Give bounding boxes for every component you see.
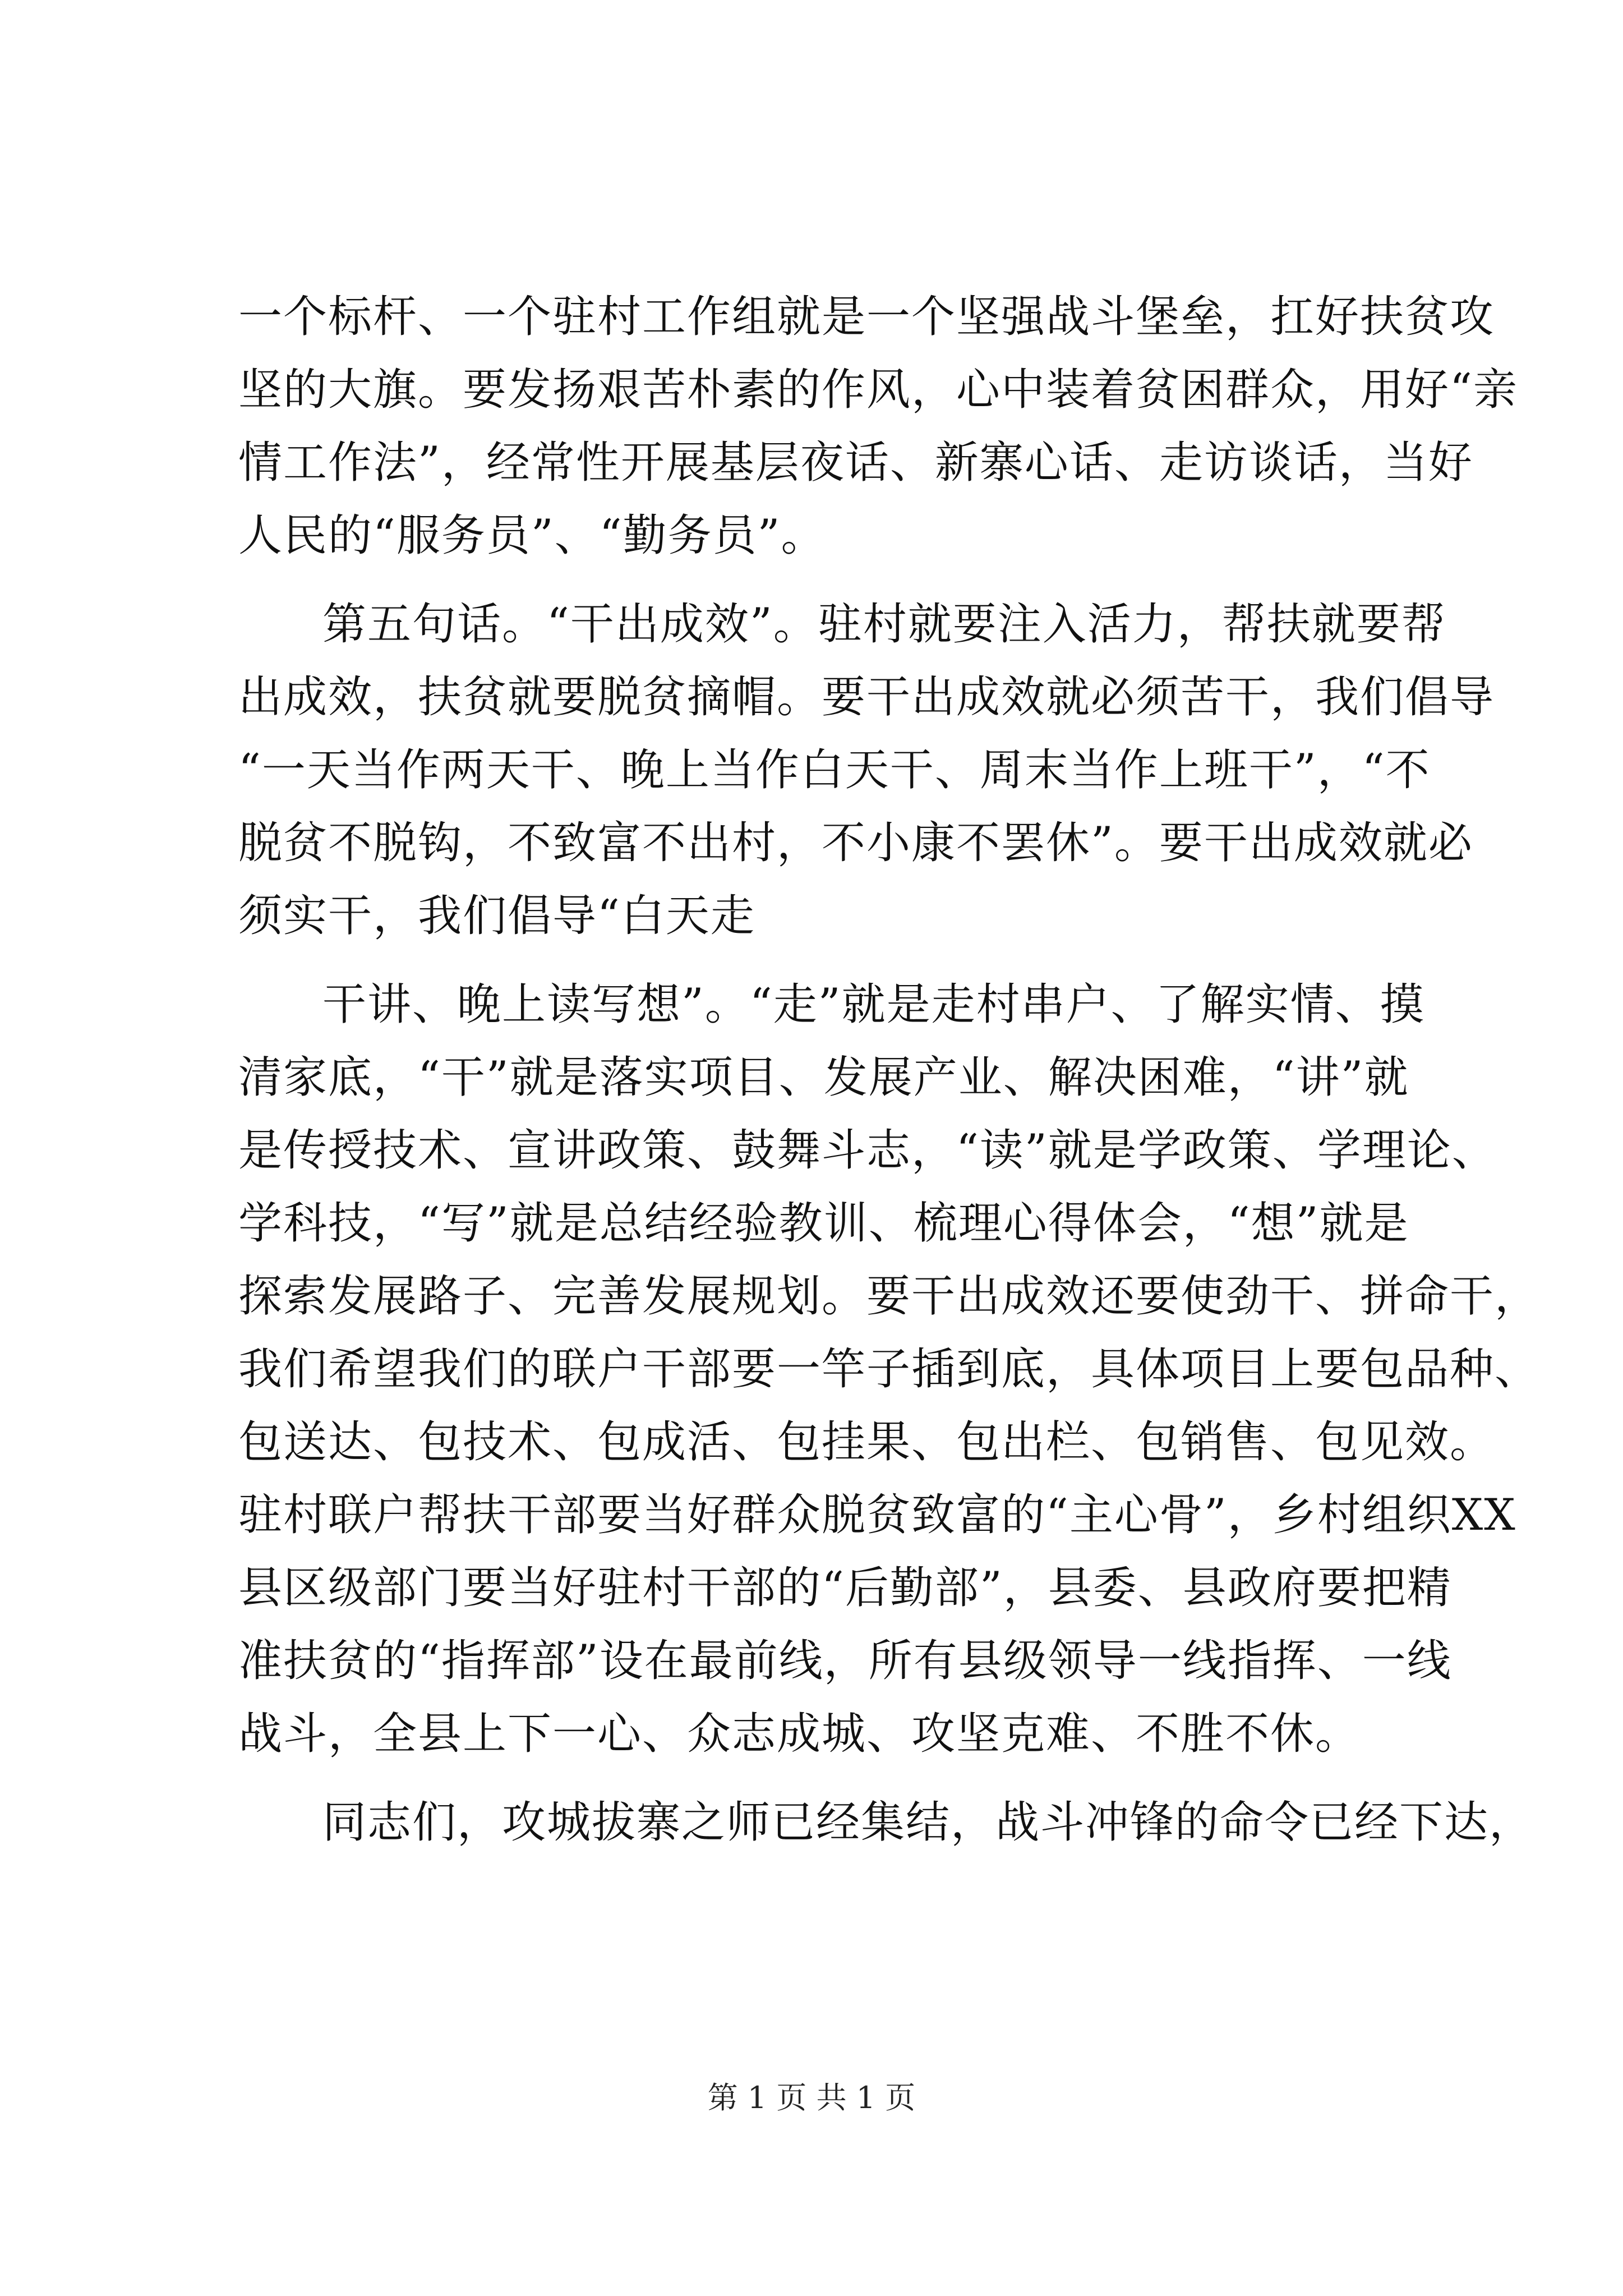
document-body	[238, 280, 1540, 1859]
page-number: 第 1 页 共 1 页	[707, 2080, 916, 2115]
text-line: 包送达、包技术、包成活、包挂果、包出栏、包销售、包见效。	[238, 1417, 1495, 1467]
text-line: 战斗，全县上下一心、众志成城、攻坚克难、不胜不休。	[238, 1709, 1361, 1759]
text-line: 情工作法”，经常性开展基层夜话、新寨心话、走访谈话，当好	[238, 438, 1473, 488]
text-line: 是传授技术、宣讲政策、鼓舞斗志，“读”就是学政策、学理论、	[238, 1125, 1497, 1176]
text-line: 我们希望我们的联户干部要一竿子插到底，具体项目上要包品种、	[238, 1344, 1540, 1395]
text-line: 脱贫不脱钩，不致富不出村，不小康不罢休”。要干出成效就必	[238, 818, 1473, 868]
text-line: 县区级部门要当好驻村干部的“后勤部”，县委、县政府要把精	[238, 1563, 1452, 1613]
text-line: 学科技，“写”就是总结经验教训、梳理心得体会，“想”就是	[238, 1198, 1409, 1249]
text-line: 人民的“服务员”、“勤务员”。	[238, 510, 826, 561]
paragraph-start-line: 第五句话。“干出成效”。驻村就要注入活力，帮扶就要帮	[322, 599, 1446, 650]
text-line: 探索发展路子、完善发展规划。要干出成效还要使劲干、拼命干，	[238, 1271, 1540, 1322]
text-line: 清家底，“干”就是落实项目、发展产业、解决困难，“讲”就	[238, 1052, 1409, 1103]
text-line: 驻村联户帮扶干部要当好群众脱贫致富的“主心骨”，乡村组织XX	[238, 1490, 1516, 1540]
text-line: 一个标杆、一个驻村工作组就是一个坚强战斗堡垒，扛好扶贫攻	[238, 292, 1495, 342]
paragraph-start-line: 同志们，攻城拔寨之师已经集结，战斗冲锋的命令已经下达，	[322, 1797, 1534, 1848]
text-line: 出成效，扶贫就要脱贫摘帽。要干出成效就必须苦干，我们倡导	[238, 672, 1495, 723]
text-line: “一天当作两天干、晚上当作白天干、周末当作上班干”，“不	[238, 745, 1431, 795]
text-line: 须实干，我们倡导“白天走	[238, 891, 755, 941]
text-line: 准扶贫的“指挥部”设在最前线，所有县级领导一线指挥、一线	[238, 1636, 1452, 1686]
text-line: 坚的大旗。要发扬艰苦朴素的作风，心中装着贫困群众，用好“亲	[238, 365, 1518, 415]
paragraph-start-line: 干讲、晚上读写想”。“走”就是走村串户、了解实情、摸	[322, 979, 1425, 1030]
